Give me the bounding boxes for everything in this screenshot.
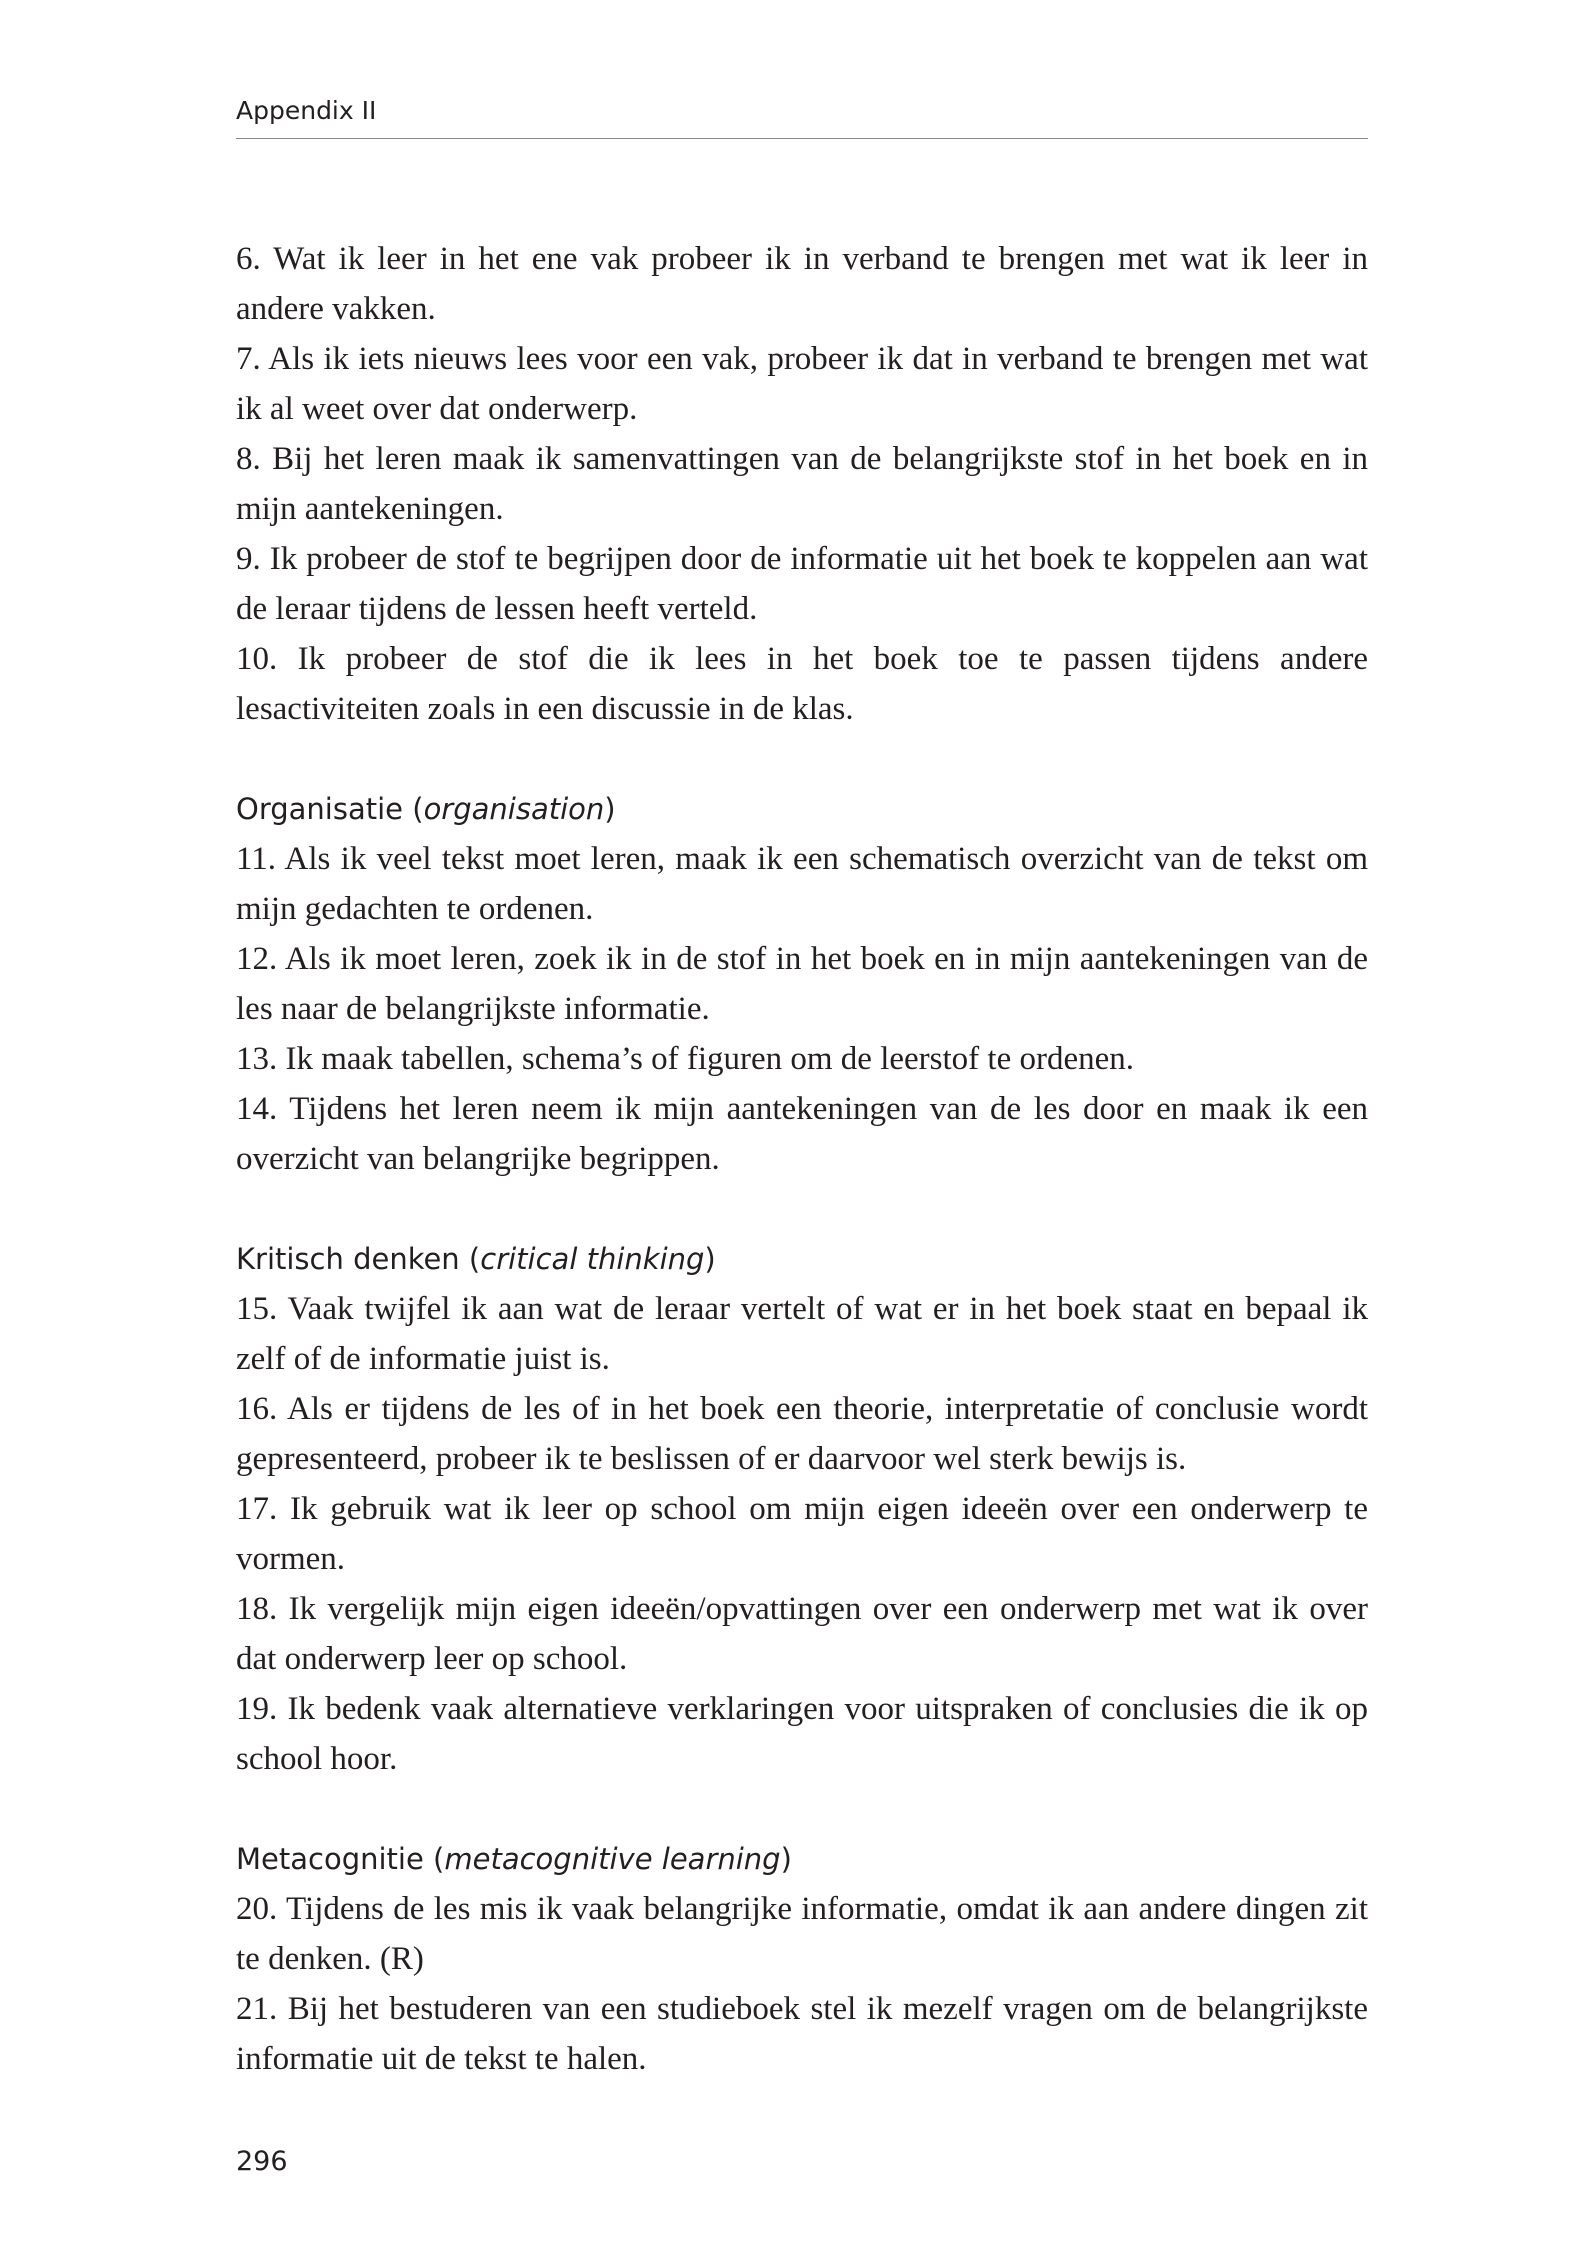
item-9: 9. Ik probeer de stof te begrijpen door de informatie uit het boek te koppelen aan wat de leraar tijdens de lessen heeft verteld. xyxy=(236,541,1368,627)
item-13: 13. Ik maak tabellen, schema’s of figuren om de leerstof te ordenen. xyxy=(236,1041,1135,1077)
item-15: 15. Vaak twijfel ik aan wat de leraar vertelt of wat er in het boek staat en bepaal ik zelf of de informatie juist is. xyxy=(236,1291,1368,1377)
item-8: 8. Bij het leren maak ik samenvattingen van de belangrijkste stof in het boek en in mijn aantekeningen. xyxy=(236,441,1368,527)
section-heading-metacognition: Metacognitie (metacognitive learning) xyxy=(236,1842,792,1876)
page-body xyxy=(236,234,1368,2084)
section-heading-en: organisation xyxy=(423,792,605,826)
item-19: 19. Ik bedenk vaak alternatieve verklaringen voor uitspraken of conclusies die ik op school hoor. xyxy=(236,1691,1368,1777)
section-heading-en: critical thinking xyxy=(480,1242,705,1276)
page-number: 296 xyxy=(236,2146,288,2177)
section-heading-nl: Kritisch denken xyxy=(236,1242,460,1276)
item-12: 12. Als ik moet leren, zoek ik in de stof in het boek en in mijn aantekeningen van de les naar de belangrijkste informatie. xyxy=(236,941,1368,1027)
item-10: 10. Ik probeer de stof die ik lees in het boek toe te passen tijdens andere lesactiviteiten zoals in een discussie in de klas. xyxy=(236,641,1368,727)
section-heading-organisation: Organisatie (organisation) xyxy=(236,792,616,826)
section-heading-en: metacognitive learning xyxy=(444,1842,781,1876)
item-21: 21. Bij het bestuderen van een studieboek stel ik mezelf vragen om de belangrijkste informatie uit de tekst te halen. xyxy=(236,1991,1368,2077)
section-heading-critical-thinking: Kritisch denken (critical thinking) xyxy=(236,1242,716,1276)
section-heading-nl: Organisatie xyxy=(236,792,404,826)
item-11: 11. Als ik veel tekst moet leren, maak ik een schematisch overzicht van de tekst om mijn gedachten te ordenen. xyxy=(236,841,1368,927)
item-6: 6. Wat ik leer in het ene vak probeer ik in verband te brengen met wat ik leer in andere vakken. xyxy=(236,241,1368,327)
item-14: 14. Tijdens het leren neem ik mijn aantekeningen van de les door en maak ik een overzicht van belangrijke begrippen. xyxy=(236,1091,1368,1177)
item-18: 18. Ik vergelijk mijn eigen ideeën/opvattingen over een onderwerp met wat ik over dat onderwerp leer op school. xyxy=(236,1591,1368,1677)
item-17: 17. Ik gebruik wat ik leer op school om mijn eigen ideeën over een onderwerp te vormen. xyxy=(236,1491,1368,1577)
running-header: Appendix II xyxy=(236,92,1368,139)
item-7: 7. Als ik iets nieuws lees voor een vak, probeer ik dat in verband te brengen met wat ik al weet over dat onderwerp. xyxy=(236,341,1368,427)
item-16: 16. Als er tijdens de les of in het boek een theorie, interpretatie of conclusie wordt gepresenteerd, probeer ik te beslissen of er daarvoor wel sterk bewijs is. xyxy=(236,1391,1368,1477)
section-heading-nl: Metacognitie xyxy=(236,1842,424,1876)
item-20: 20. Tijdens de les mis ik vaak belangrijke informatie, omdat ik aan andere dingen zit te denken. (R) xyxy=(236,1891,1368,1977)
